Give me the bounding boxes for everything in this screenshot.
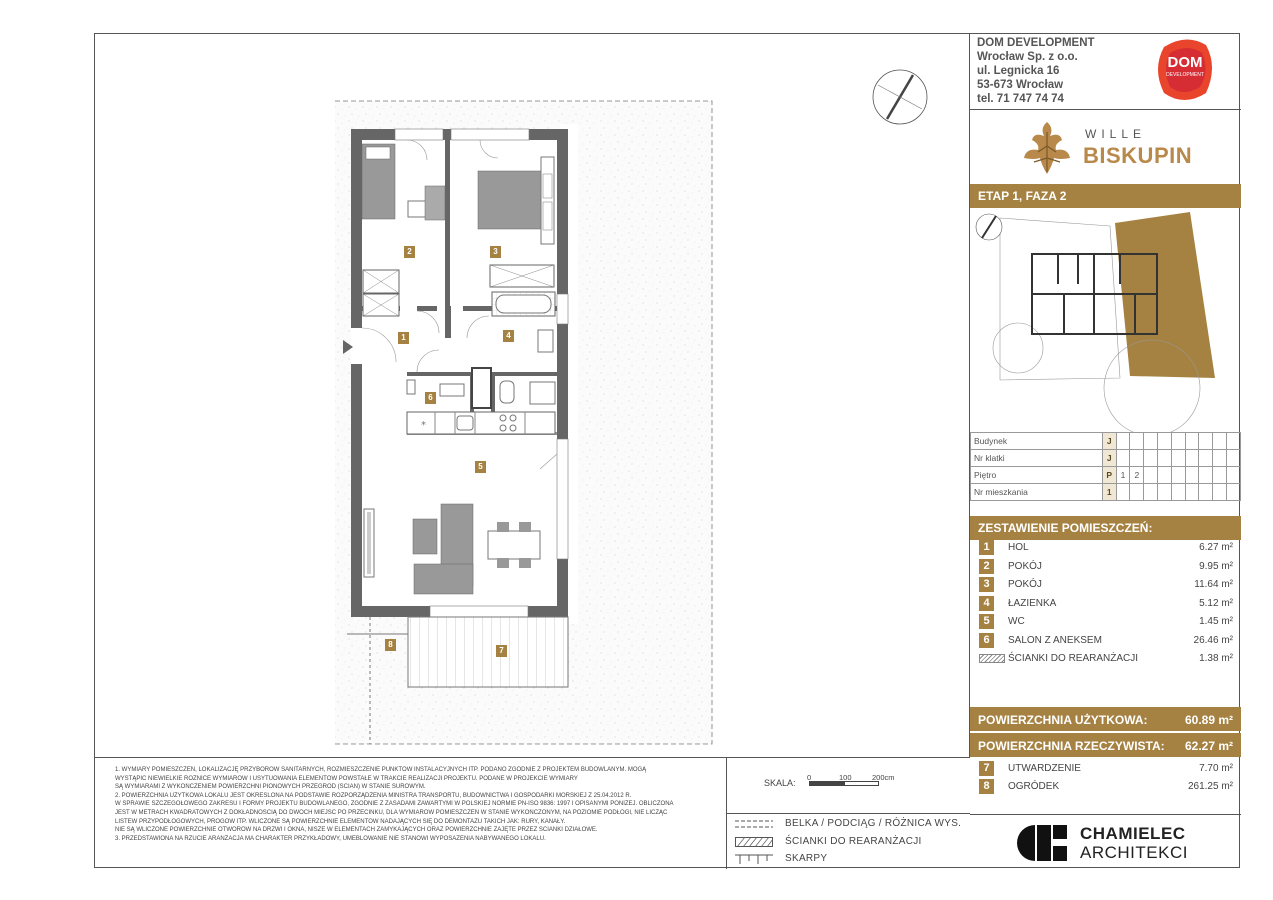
company-info (977, 36, 1095, 106)
rooms-heading: ZESTAWIENIE POMIESZCZEŃ: (970, 516, 1241, 540)
room-row (970, 575, 1241, 594)
exterior-row (970, 777, 1241, 795)
room-number: 4 (979, 596, 994, 611)
info-label: Nr mieszkania (971, 484, 1103, 501)
real-area-value: 62.27 m² (1184, 739, 1233, 753)
note-line: SĄ WYMIARAMI Z WYKOŃCZENIEM POWIERZCHNI PIONOWYCH PRZEGRÓD (ŚCIAN) W STANIE SUROWYM. (115, 784, 426, 791)
chamielec-logo-mark (1017, 825, 1069, 861)
info-label: Budynek (971, 433, 1103, 450)
company-name: DOM DEVELOPMENT (977, 37, 1095, 49)
svg-text:*: * (421, 420, 426, 431)
room-area: 9.95 m² (1199, 560, 1233, 572)
architect-name-line1: CHAMIELEC (1080, 824, 1186, 843)
scale-tick-0: 0 (807, 773, 812, 782)
room-number: 6 (979, 633, 994, 648)
company-entity: Wrocław Sp. z o.o. (977, 51, 1078, 63)
note-line: JEST W METRACH KWADRATOWYCH Z DOKŁADNOŚCIĄ DO DWÓCH MIEJSC PO PRZECINKU, DLA WYMIARÓW POMIESZCZEŃ W STANIE WYKOŃCZONYM, NA POZIOMIE PODŁOGI, NIE LICZĄC (115, 809, 668, 816)
room-name: UTWARDZENIE (1008, 763, 1081, 774)
info-row-building (971, 433, 1241, 450)
legend-item-slope (735, 851, 965, 867)
stage-bar: ETAP 1, FAZA 2 (970, 184, 1241, 208)
room-row (970, 631, 1241, 650)
legend-item-beam (735, 816, 965, 832)
legend-label: BELKA / PODCIĄG / RÓŻNICA WYS. (785, 818, 962, 829)
usable-area-bar (970, 707, 1241, 731)
plan-label-2: 2 (404, 246, 415, 258)
exterior-row (970, 759, 1241, 777)
plan-label-5: 5 (475, 461, 486, 473)
room-area: 1.45 m² (1199, 616, 1233, 627)
room-area: 261.25 m² (1187, 781, 1233, 792)
partition-area: 1.38 m² (1199, 653, 1233, 664)
legend-item-partition (735, 834, 965, 850)
room-number: 1 (979, 540, 994, 555)
room-number: 3 (979, 577, 994, 592)
legend-panel (727, 814, 970, 869)
room-row (970, 594, 1241, 613)
partition-name: ŚCIANKI DO REARANŻACJI (1008, 653, 1139, 664)
info-row-apartment (971, 484, 1241, 501)
note-line: LISTEW PRZYPODŁOGOWYCH, PROGÓW ITP. WLICZONE SĄ POWIERZCHNIE ELEMENTÓW NADAJĄCYCH SIĘ DO DEMONTAŻU TAKICH JAK: RURY, KANAŁY. (115, 818, 566, 825)
info-label: Nr klatki (971, 450, 1103, 467)
plan-label-7: 7 (496, 645, 507, 657)
info-key: 1 (1102, 484, 1116, 501)
scale-label: SKALA: (764, 778, 796, 788)
real-area-bar (970, 733, 1241, 757)
room-name: POKÓJ (1008, 579, 1042, 590)
usable-area-label: POWIERZCHNIA UŻYTKOWA: (978, 713, 1148, 727)
plan-label-8: 8 (385, 639, 396, 651)
room-number: 5 (979, 614, 994, 629)
room-name: POKÓJ (1008, 560, 1042, 572)
room-area: 5.12 m² (1199, 597, 1233, 609)
notes-panel (95, 758, 727, 869)
oak-leaf-icon (1016, 118, 1078, 178)
key-plan-drawing (970, 208, 1241, 432)
plan-label-4: 4 (503, 330, 514, 342)
room-name: WC (1008, 616, 1025, 627)
room-row (970, 557, 1241, 576)
project-logo-top: WILLE (1085, 127, 1147, 141)
room-area: 26.46 m² (1193, 634, 1233, 646)
note-line: 2. POWIERZCHNIA UŻYTKOWA LOKALU JEST OKREŚLONA NA PODSTAWIE ROZPORZĄDZENIA MINISTRA TRANSPORTU, BUDOWNICTWA I GOSPODARKI MORSKIEJ Z 25.04.2012 R. (115, 792, 632, 799)
rooms-list (970, 538, 1241, 668)
room-name: HOL (1008, 542, 1029, 553)
dom-logo-subtext: DEVELOPMENT (1166, 72, 1204, 78)
legend-label: SKARPY (785, 853, 828, 864)
scale-tick-200: 200cm (872, 773, 895, 782)
note-line: WYSTĄPIĆ NIEWIELKIE RÓŻNICE WYMIARÓW I USYTUOWANIA ELEMENTÓW POWSTAŁE W TRAKCIE REALIZACJI PROJEKTU. PODANE W PROJEKCIE WYMIARY (115, 775, 578, 782)
apartment-info-table (970, 432, 1241, 501)
plan-label-6: 6 (425, 392, 436, 404)
room-row (970, 538, 1241, 557)
drawing-sheet (94, 33, 1240, 868)
plan-label-1: 1 (398, 332, 409, 344)
key-plan (970, 208, 1241, 432)
info-row-staircase (971, 450, 1241, 467)
room-area: 11.64 m² (1194, 579, 1233, 590)
plan-label-3: 3 (490, 246, 501, 258)
note-line: 3. PRZEDSTAWIONA NA RZUCIE ARANŻACJA MA CHARAKTER PRZYKŁADOWY, UMEBLOWANIE NIE STANOWI WYPOSAŻENIA NABYWANEGO LOKALU. (115, 835, 546, 842)
architect-name-line2: ARCHITEKCI (1080, 843, 1188, 862)
hatch-icon (979, 654, 1005, 663)
floor-plan (95, 34, 970, 758)
architect-logo (970, 814, 1241, 869)
project-logo (970, 109, 1241, 184)
room-name: ŁAZIENKA (1008, 597, 1057, 609)
info-key: P (1102, 467, 1116, 484)
partition-row (970, 649, 1241, 668)
note-line: NIE SĄ WLICZONE POWIERZCHNIE OTWORÓW NA DRZWI I OKNA, NISZE W ELEMENTACH ZAMYKAJĄCYCH ORAZ POWIERZCHNIE ZAJĘTE PRZEZ ŚCIANKI DZIAŁOWE. (115, 827, 598, 834)
info-cell: 2 (1130, 467, 1144, 484)
info-key: J (1102, 433, 1116, 450)
notes-text (115, 766, 715, 843)
dashed-line-icon (735, 819, 773, 829)
info-cell: 1 (1116, 467, 1130, 484)
usable-area-value: 60.89 m² (1184, 713, 1233, 727)
scale-tick-100: 100 (839, 773, 852, 782)
dom-logo-text: DOM (1167, 54, 1203, 71)
room-number: 8 (979, 779, 994, 794)
legend-label: ŚCIANKI DO REARANŻACJI (785, 836, 922, 847)
company-street: ul. Legnicka 16 (977, 65, 1060, 77)
info-key: J (1102, 450, 1116, 467)
note-line: W SPRAWIE SZCZEGÓŁOWEGO ZAKRESU I FORMY PROJEKTU BUDOWLANEGO, ZGODNIE Z ZASADAMI ZAWARTYMI W POLSKIEJ NORMIE PN-ISO 9836: 1997 I OPISANYMI PONIŻEJ. OBLICZONA (115, 801, 674, 808)
slope-icon (735, 854, 773, 864)
room-number: 2 (979, 559, 994, 574)
project-logo-name: BISKUPIN (1083, 143, 1193, 168)
dom-development-logo (1156, 37, 1214, 103)
info-label: Piętro (971, 467, 1103, 484)
room-area: 7.70 m² (1199, 763, 1233, 774)
company-phone: tel. 71 747 74 74 (977, 93, 1064, 105)
scale-panel (727, 758, 970, 814)
floor-plan-drawing (95, 34, 970, 758)
real-area-label: POWIERZCHNIA RZECZYWISTA: (978, 739, 1165, 753)
room-number: 7 (979, 761, 994, 776)
title-block (970, 34, 1241, 869)
room-row (970, 612, 1241, 631)
room-name: SALON Z ANEKSEM (1008, 634, 1102, 646)
info-row-floor (971, 467, 1241, 484)
room-area: 6.27 m² (1199, 542, 1233, 553)
note-line: 1. WYMIARY POMIESZCZEŃ, LOKALIZACJĘ PRZYBORÓW SANITARNYCH, ROZMIESZCZENIE PUNKTÓW INSTALACYJNYCH ITP. PODANO ZGODNIE Z PROJEKTEM BUDOWLANYM. MOGĄ (115, 767, 647, 773)
company-city: 53-673 Wrocław (977, 79, 1064, 91)
hatch-icon (735, 837, 773, 847)
room-name: OGRÓDEK (1008, 781, 1060, 792)
scale-bar (809, 781, 879, 786)
